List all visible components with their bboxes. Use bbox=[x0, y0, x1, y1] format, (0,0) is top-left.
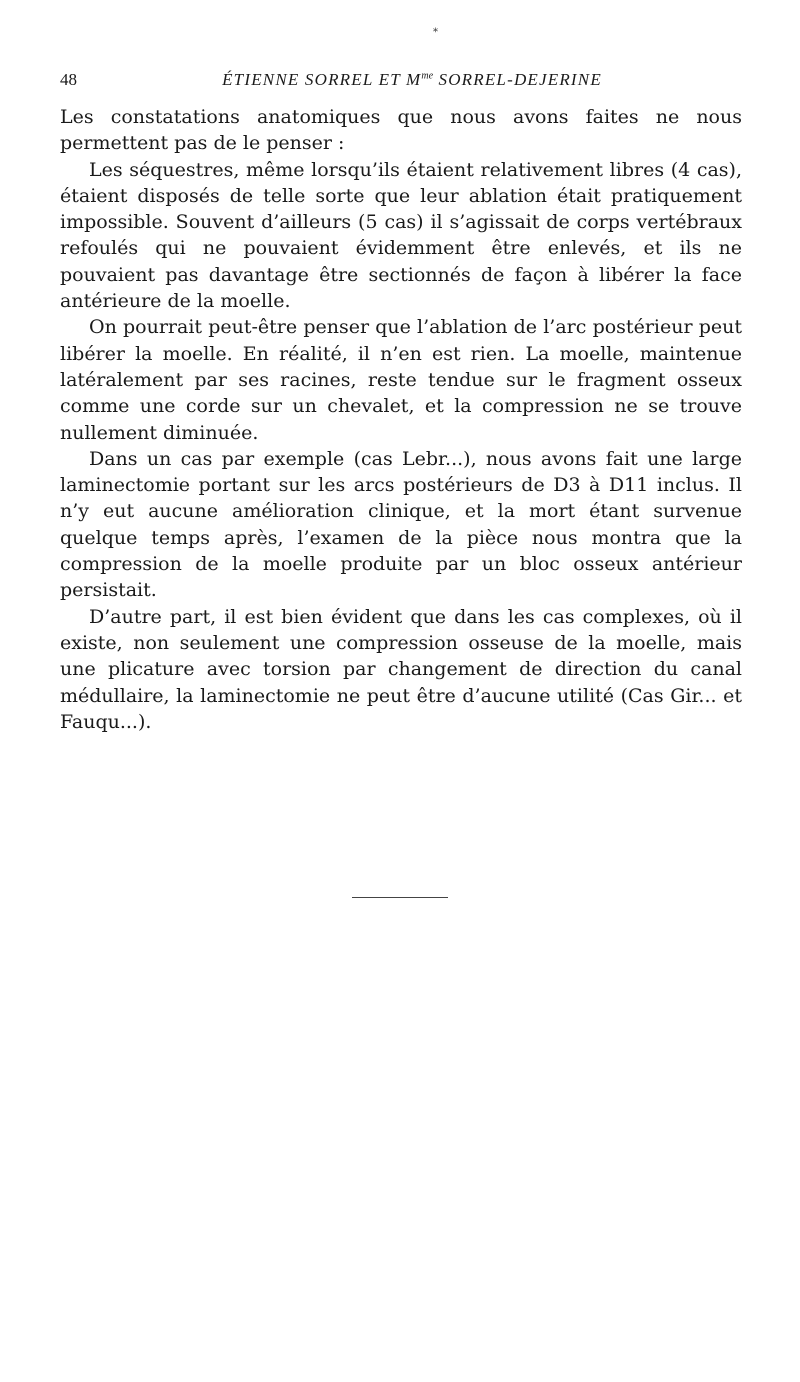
running-title-authors: ÉTIENNE SORREL ET M bbox=[222, 70, 422, 89]
paragraph-5: D’autre part, il est bien évident que dans les cas complexes, où il existe, non seulement une compression osseuse de la moelle, mais une plicature avec torsion par changement de direction du canal médullaire, la laminectomie ne peut être d’aucune utilité (Cas Gir... et Fauqu...). bbox=[60, 605, 742, 733]
running-title bbox=[60, 70, 746, 90]
section-end-rule bbox=[352, 897, 448, 898]
paragraph-1: Les constatations anatomiques que nous avons faites ne nous permettent pas de le penser : bbox=[60, 106, 742, 155]
body-text bbox=[60, 104, 742, 735]
page-mark: * bbox=[433, 27, 438, 38]
running-title-second-author: SORREL-DEJERINE bbox=[433, 70, 602, 89]
paragraph-3: On pourrait peut-être penser que l’ablation de l’arc postérieur peut libérer la moelle. En réalité, il n’en est rien. La moelle, maintenue latéralement par ses racines, reste tendue sur le fragment osseux comme une corde sur un chevalet, et la compression ne se trouve nullement diminuée. bbox=[60, 316, 742, 444]
paragraph-2: Les séquestres, même lorsqu’ils étaient relativement libres (4 cas), étaient disposés de telle sorte que leur ablation était pratiquement impossible. Souvent d’ailleurs (5 cas) il s’agissait de corps vertébraux refoulés qui ne pouvaient évidemment être enlevés, et ils ne pouvaient pas davantage être sectionnés de façon à libérer la face antérieure de la moelle. bbox=[60, 158, 742, 313]
paragraph-4: Dans un cas par exemple (cas Lebr...), nous avons fait une large laminectomie portant sur les arcs postérieurs de D3 à D11 inclus. Il n’y eut aucune amélioration clinique, et la mort étant survenue quelque temps après, l’examen de la pièce nous montra que la compression de la moelle produite par un bloc osseux antérieur persistait. bbox=[60, 447, 742, 602]
running-title-superscript: me bbox=[421, 70, 434, 82]
page-number: 48 bbox=[60, 70, 77, 89]
running-head bbox=[60, 70, 746, 96]
